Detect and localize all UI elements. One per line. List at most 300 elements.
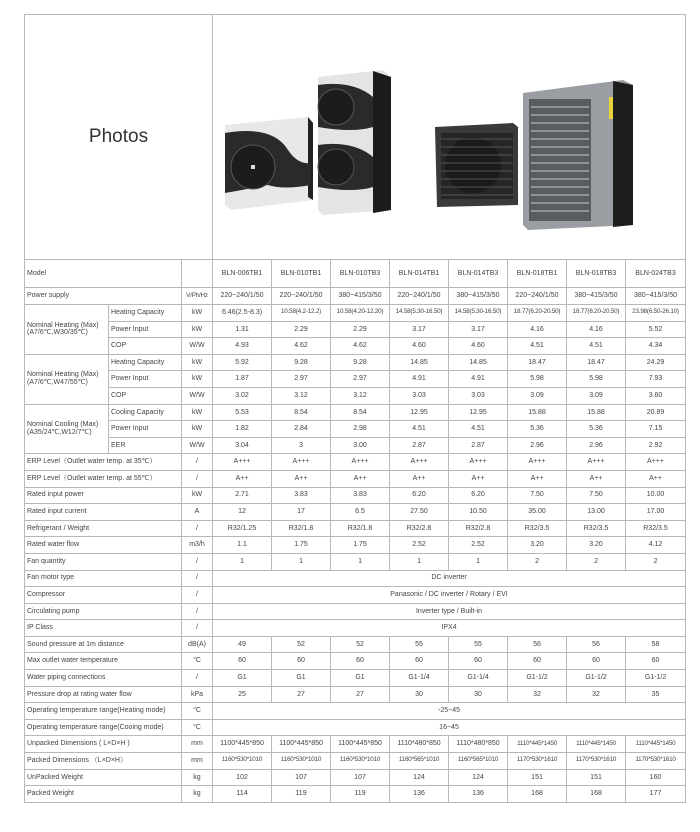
value-cell: G1-1/2 xyxy=(508,670,567,687)
value-cell: 2 xyxy=(626,553,686,570)
power-supply-cell: 380~415/3/50 xyxy=(331,288,390,305)
row-unit: kg xyxy=(182,769,213,786)
value-cell: 60 xyxy=(213,653,272,670)
row-label: Heating Capacity xyxy=(109,305,182,322)
row-unit: / xyxy=(182,470,213,487)
value-cell: 2 xyxy=(567,553,626,570)
value-cell: 32 xyxy=(567,686,626,703)
value-cell: 4.51 xyxy=(508,338,567,355)
value-cell: 124 xyxy=(390,769,449,786)
spec-table xyxy=(24,14,686,803)
value-cell: 168 xyxy=(508,786,567,803)
row-unit: A xyxy=(182,504,213,521)
value-cell: 2.29 xyxy=(331,321,390,338)
row-unit: kg xyxy=(182,786,213,803)
model-cell: BLN-006TB1 xyxy=(213,260,272,288)
model-cell: BLN-024TB3 xyxy=(626,260,686,288)
value-cell: 2.97 xyxy=(272,371,331,388)
model-cell: BLN-018TB3 xyxy=(567,260,626,288)
group-label: Nominal Cooling (Max) (A35/24℃,W12/7℃) xyxy=(25,404,109,454)
value-cell: 2.96 xyxy=(508,437,567,454)
model-unit xyxy=(182,260,213,288)
value-cell: 3.83 xyxy=(272,487,331,504)
row-label: Heating Capacity xyxy=(109,354,182,371)
value-cell: G1-1/2 xyxy=(626,670,686,687)
model-label: Model xyxy=(25,260,182,288)
row-unit: m3/h xyxy=(182,537,213,554)
model-cell: BLN-018TB1 xyxy=(508,260,567,288)
value-cell: 60 xyxy=(449,653,508,670)
row-label: ERP Level（Outlet water temp. at 55℃） xyxy=(25,470,182,487)
value-cell: 30 xyxy=(449,686,508,703)
value-cell: 1 xyxy=(449,553,508,570)
power-supply-cell: 220~240/1/50 xyxy=(213,288,272,305)
value-cell: 3 xyxy=(272,437,331,454)
spec-row xyxy=(25,487,686,504)
spec-row xyxy=(25,387,686,404)
value-cell: 1110*480*850 xyxy=(390,736,449,753)
value-cell: 3.03 xyxy=(390,387,449,404)
value-cell: 3.02 xyxy=(213,387,272,404)
row-unit: / xyxy=(182,670,213,687)
value-cell: 4.91 xyxy=(449,371,508,388)
value-cell: R32/1.8 xyxy=(331,520,390,537)
row-unit: / xyxy=(182,587,213,604)
value-cell: 3.03 xyxy=(449,387,508,404)
power-supply-cell: 220~240/1/50 xyxy=(508,288,567,305)
spec-row xyxy=(25,470,686,487)
value-cell: 2.52 xyxy=(449,537,508,554)
value-cell: 27.50 xyxy=(390,504,449,521)
value-cell: G1 xyxy=(213,670,272,687)
value-cell: 60 xyxy=(567,653,626,670)
power-supply-cell: 380~415/3/50 xyxy=(567,288,626,305)
spec-row xyxy=(25,769,686,786)
value-cell: 1110*445*1450 xyxy=(508,736,567,753)
value-cell: A+++ xyxy=(508,454,567,471)
value-cell: 14.58(5.30-16.50) xyxy=(390,305,449,322)
value-cell: 2.87 xyxy=(449,437,508,454)
row-label: Refrigerant / Weight xyxy=(25,520,182,537)
spec-row xyxy=(25,371,686,388)
value-cell: 1160*530*1010 xyxy=(213,753,272,770)
value-cell: 2 xyxy=(508,553,567,570)
value-cell: 60 xyxy=(390,653,449,670)
value-cell: 1.82 xyxy=(213,421,272,438)
spec-row xyxy=(25,404,686,421)
row-label: Water piping connections xyxy=(25,670,182,687)
value-cell: 6.20 xyxy=(449,487,508,504)
value-cell: 49 xyxy=(213,636,272,653)
shared-value-cell: Panasonic / DC inverter / Rotary / EVI xyxy=(213,587,686,604)
shared-value-cell: DC inverter xyxy=(213,570,686,587)
heat-pump-double-fan-icon xyxy=(318,70,391,215)
row-unit: kW xyxy=(182,487,213,504)
value-cell: 6.5 xyxy=(331,504,390,521)
value-cell: 8.54 xyxy=(331,404,390,421)
value-cell: 2.98 xyxy=(331,421,390,438)
value-cell: 1 xyxy=(390,553,449,570)
power-supply-label: Power supply xyxy=(25,288,182,305)
value-cell: 12.95 xyxy=(449,404,508,421)
row-unit: mm xyxy=(182,736,213,753)
value-cell: 3.00 xyxy=(331,437,390,454)
value-cell: A+++ xyxy=(213,454,272,471)
spec-row xyxy=(25,719,686,736)
value-cell: 3.60 xyxy=(626,387,686,404)
spec-row xyxy=(25,338,686,355)
photos-row xyxy=(25,15,686,260)
value-cell: 60 xyxy=(508,653,567,670)
row-unit: / xyxy=(182,603,213,620)
value-cell: 1.75 xyxy=(331,537,390,554)
value-cell: 1170*530*1610 xyxy=(567,753,626,770)
row-label: IP Class xyxy=(25,620,182,637)
spec-sheet xyxy=(24,14,684,803)
value-cell: 55 xyxy=(449,636,508,653)
spec-row xyxy=(25,437,686,454)
value-cell: 55 xyxy=(390,636,449,653)
row-unit: °C xyxy=(182,653,213,670)
value-cell: 177 xyxy=(626,786,686,803)
value-cell: 20.89 xyxy=(626,404,686,421)
value-cell: 1 xyxy=(213,553,272,570)
value-cell: 136 xyxy=(390,786,449,803)
value-cell: 1.87 xyxy=(213,371,272,388)
row-label: Fan quantity xyxy=(25,553,182,570)
spec-row xyxy=(25,305,686,322)
value-cell: 4.51 xyxy=(390,421,449,438)
value-cell: 4.51 xyxy=(567,338,626,355)
value-cell: 10.50 xyxy=(449,504,508,521)
value-cell: A+++ xyxy=(449,454,508,471)
value-cell: A+++ xyxy=(331,454,390,471)
value-cell: 4.62 xyxy=(272,338,331,355)
shared-value-cell: Inverter type / Built-in xyxy=(213,603,686,620)
row-unit: W/W xyxy=(182,387,213,404)
row-unit: / xyxy=(182,454,213,471)
value-cell: 4.51 xyxy=(449,421,508,438)
value-cell: 18.77(6.20-20.50) xyxy=(508,305,567,322)
value-cell: 1160*530*1010 xyxy=(331,753,390,770)
row-label: Operating temperature range(Heating mode) xyxy=(25,703,182,720)
value-cell: 119 xyxy=(272,786,331,803)
value-cell: 5.53 xyxy=(213,404,272,421)
row-unit: / xyxy=(182,520,213,537)
value-cell: 1110*480*850 xyxy=(449,736,508,753)
value-cell: 32 xyxy=(508,686,567,703)
value-cell: 2.96 xyxy=(567,437,626,454)
row-label: Rated input power xyxy=(25,487,182,504)
model-cell: BLN-014TB1 xyxy=(390,260,449,288)
value-cell: 15.88 xyxy=(508,404,567,421)
value-cell: 3.20 xyxy=(567,537,626,554)
value-cell: 136 xyxy=(449,786,508,803)
row-unit: kW xyxy=(182,371,213,388)
value-cell: 107 xyxy=(272,769,331,786)
value-cell: R32/2.8 xyxy=(449,520,508,537)
value-cell: 1.75 xyxy=(272,537,331,554)
value-cell: 6.20 xyxy=(390,487,449,504)
power-supply-cell: 220~240/1/50 xyxy=(272,288,331,305)
power-supply-cell: 380~415/3/50 xyxy=(449,288,508,305)
row-label: Max outlet water temperature xyxy=(25,653,182,670)
value-cell: 2.52 xyxy=(390,537,449,554)
row-label: Rated water flow xyxy=(25,537,182,554)
value-cell: 5.36 xyxy=(567,421,626,438)
value-cell: 3.83 xyxy=(331,487,390,504)
value-cell: G1 xyxy=(331,670,390,687)
value-cell: 3.17 xyxy=(449,321,508,338)
value-cell: 7.50 xyxy=(508,487,567,504)
value-cell: 1160*530*1010 xyxy=(272,753,331,770)
row-unit: W/W xyxy=(182,437,213,454)
value-cell: R32/1.25 xyxy=(213,520,272,537)
group-label: Nominal Heating (Max) (A7/6℃,W47/55℃) xyxy=(25,354,109,404)
spec-row xyxy=(25,603,686,620)
value-cell: 1160*565*1010 xyxy=(390,753,449,770)
value-cell: A++ xyxy=(508,470,567,487)
value-cell: 10.58(4.20-12.20) xyxy=(331,305,390,322)
model-row xyxy=(25,260,686,288)
spec-row xyxy=(25,454,686,471)
value-cell: 124 xyxy=(449,769,508,786)
power-supply-unit: V/Ph/Hz xyxy=(182,288,213,305)
value-cell: 2.87 xyxy=(390,437,449,454)
value-cell: 1100*445*850 xyxy=(272,736,331,753)
value-cell: 23.98(6.50-26.10) xyxy=(626,305,686,322)
value-cell: A++ xyxy=(331,470,390,487)
value-cell: 60 xyxy=(272,653,331,670)
row-label: COP xyxy=(109,338,182,355)
photos-label: Photos xyxy=(25,15,213,260)
value-cell: 4.60 xyxy=(390,338,449,355)
value-cell: 14.58(5.30-16.50) xyxy=(449,305,508,322)
value-cell: 1.1 xyxy=(213,537,272,554)
row-unit: dB(A) xyxy=(182,636,213,653)
value-cell: A++ xyxy=(449,470,508,487)
value-cell: 25 xyxy=(213,686,272,703)
value-cell: 5.98 xyxy=(567,371,626,388)
spec-row xyxy=(25,686,686,703)
value-cell: 119 xyxy=(331,786,390,803)
value-cell: 3.12 xyxy=(272,387,331,404)
shared-value-cell: 16~45 xyxy=(213,719,686,736)
value-cell: 35.00 xyxy=(508,504,567,521)
heat-pump-images xyxy=(213,15,685,260)
row-unit: kW xyxy=(182,421,213,438)
value-cell: A+++ xyxy=(272,454,331,471)
value-cell: 13.00 xyxy=(567,504,626,521)
power-supply-row xyxy=(25,288,686,305)
value-cell: 12.95 xyxy=(390,404,449,421)
value-cell: 15.88 xyxy=(567,404,626,421)
value-cell: 3.20 xyxy=(508,537,567,554)
row-label: Power Input xyxy=(109,371,182,388)
value-cell: 18.47 xyxy=(567,354,626,371)
row-unit: kW xyxy=(182,404,213,421)
value-cell: 17 xyxy=(272,504,331,521)
value-cell: 3.17 xyxy=(390,321,449,338)
value-cell: R32/3.5 xyxy=(567,520,626,537)
value-cell: 17.00 xyxy=(626,504,686,521)
value-cell: 7.15 xyxy=(626,421,686,438)
spec-row xyxy=(25,670,686,687)
row-label: Power Input xyxy=(109,321,182,338)
value-cell: 1160*565*1010 xyxy=(449,753,508,770)
row-label: Power Input xyxy=(109,421,182,438)
spec-row xyxy=(25,504,686,521)
row-label: Compressor xyxy=(25,587,182,604)
row-label: ERP Level（Outlet water temp. at 35℃） xyxy=(25,454,182,471)
value-cell: A++ xyxy=(567,470,626,487)
row-unit: °C xyxy=(182,719,213,736)
value-cell: R32/3.5 xyxy=(626,520,686,537)
value-cell: G1-1/2 xyxy=(567,670,626,687)
row-label: Operating temperature range(Cooing mode) xyxy=(25,719,182,736)
value-cell: A++ xyxy=(213,470,272,487)
row-unit: kPa xyxy=(182,686,213,703)
spec-row xyxy=(25,736,686,753)
value-cell: 7.93 xyxy=(626,371,686,388)
value-cell: 10.00 xyxy=(626,487,686,504)
value-cell: G1-1/4 xyxy=(449,670,508,687)
value-cell: 4.91 xyxy=(390,371,449,388)
spec-row xyxy=(25,553,686,570)
spec-row xyxy=(25,520,686,537)
spec-row xyxy=(25,703,686,720)
value-cell: 2.71 xyxy=(213,487,272,504)
value-cell: 27 xyxy=(331,686,390,703)
value-cell: 6.46(2.5-8.3) xyxy=(213,305,272,322)
value-cell: 3.09 xyxy=(567,387,626,404)
value-cell: 52 xyxy=(272,636,331,653)
row-unit: W/W xyxy=(182,338,213,355)
value-cell: G1-1/4 xyxy=(390,670,449,687)
value-cell: 4.34 xyxy=(626,338,686,355)
value-cell: 2.97 xyxy=(331,371,390,388)
value-cell: 3.12 xyxy=(331,387,390,404)
value-cell: A++ xyxy=(272,470,331,487)
value-cell: 2.84 xyxy=(272,421,331,438)
value-cell: 35 xyxy=(626,686,686,703)
row-label: UnPacked Weight xyxy=(25,769,182,786)
power-supply-cell: 380~415/3/50 xyxy=(626,288,686,305)
value-cell: 4.60 xyxy=(449,338,508,355)
value-cell: 58 xyxy=(626,636,686,653)
row-unit: °C xyxy=(182,703,213,720)
value-cell: 18.47 xyxy=(508,354,567,371)
shared-value-cell: IPX4 xyxy=(213,620,686,637)
spec-row xyxy=(25,786,686,803)
value-cell: 114 xyxy=(213,786,272,803)
spec-row xyxy=(25,421,686,438)
value-cell: 1 xyxy=(272,553,331,570)
spec-row xyxy=(25,321,686,338)
value-cell: 30 xyxy=(390,686,449,703)
value-cell: 14.85 xyxy=(390,354,449,371)
heat-pump-grille-dark-icon xyxy=(435,123,518,207)
value-cell: 18.77(6.20-20.50) xyxy=(567,305,626,322)
value-cell: 60 xyxy=(626,653,686,670)
value-cell: A++ xyxy=(390,470,449,487)
heat-pump-grille-tall-icon xyxy=(523,80,633,230)
row-label: Fan motor type xyxy=(25,570,182,587)
value-cell: 1100*445*850 xyxy=(331,736,390,753)
value-cell: 107 xyxy=(331,769,390,786)
value-cell: 4.16 xyxy=(508,321,567,338)
row-label: Rated input current xyxy=(25,504,182,521)
group-label: Nominal Heating (Max) (A7/6℃,W30/35℃) xyxy=(25,305,109,355)
value-cell: 24.29 xyxy=(626,354,686,371)
value-cell: 56 xyxy=(508,636,567,653)
value-cell: 56 xyxy=(567,636,626,653)
shared-value-cell: -25~45 xyxy=(213,703,686,720)
row-label: Packed Dimensions （L×D×H） xyxy=(25,753,182,770)
value-cell: 27 xyxy=(272,686,331,703)
spec-row xyxy=(25,753,686,770)
row-unit: kW xyxy=(182,354,213,371)
value-cell: A+++ xyxy=(567,454,626,471)
value-cell: 168 xyxy=(567,786,626,803)
value-cell: 5.36 xyxy=(508,421,567,438)
row-unit: / xyxy=(182,553,213,570)
value-cell: 1110*445*1450 xyxy=(626,736,686,753)
row-label: EER xyxy=(109,437,182,454)
value-cell: 60 xyxy=(331,653,390,670)
value-cell: 1.31 xyxy=(213,321,272,338)
value-cell: A+++ xyxy=(390,454,449,471)
row-label: Packed Weight xyxy=(25,786,182,803)
power-supply-cell: 220~240/1/50 xyxy=(390,288,449,305)
row-unit: kW xyxy=(182,305,213,322)
value-cell: 3.04 xyxy=(213,437,272,454)
value-cell: 5.92 xyxy=(213,354,272,371)
value-cell: 2.29 xyxy=(272,321,331,338)
row-label: Unpacked Dimensions ( L×D×H ) xyxy=(25,736,182,753)
value-cell: 10.58(4.2-12.2) xyxy=(272,305,331,322)
value-cell: 4.12 xyxy=(626,537,686,554)
spec-row xyxy=(25,587,686,604)
row-label: COP xyxy=(109,387,182,404)
spec-row xyxy=(25,570,686,587)
row-label: Pressure drop at rating water flow xyxy=(25,686,182,703)
value-cell: 52 xyxy=(331,636,390,653)
value-cell: 4.93 xyxy=(213,338,272,355)
value-cell: 2.92 xyxy=(626,437,686,454)
spec-row xyxy=(25,620,686,637)
value-cell: 12 xyxy=(213,504,272,521)
value-cell: 5.52 xyxy=(626,321,686,338)
value-cell: 1 xyxy=(331,553,390,570)
value-cell: A++ xyxy=(626,470,686,487)
value-cell: 4.16 xyxy=(567,321,626,338)
spec-row xyxy=(25,537,686,554)
row-unit: / xyxy=(182,620,213,637)
value-cell: 160 xyxy=(626,769,686,786)
value-cell: 9.28 xyxy=(331,354,390,371)
value-cell: 151 xyxy=(508,769,567,786)
value-cell: A+++ xyxy=(626,454,686,471)
model-cell: BLN-014TB3 xyxy=(449,260,508,288)
value-cell: 102 xyxy=(213,769,272,786)
value-cell: 5.98 xyxy=(508,371,567,388)
value-cell: R32/3.5 xyxy=(508,520,567,537)
value-cell: 7.50 xyxy=(567,487,626,504)
value-cell: 151 xyxy=(567,769,626,786)
value-cell: 14.85 xyxy=(449,354,508,371)
model-cell: BLN-010TB1 xyxy=(272,260,331,288)
